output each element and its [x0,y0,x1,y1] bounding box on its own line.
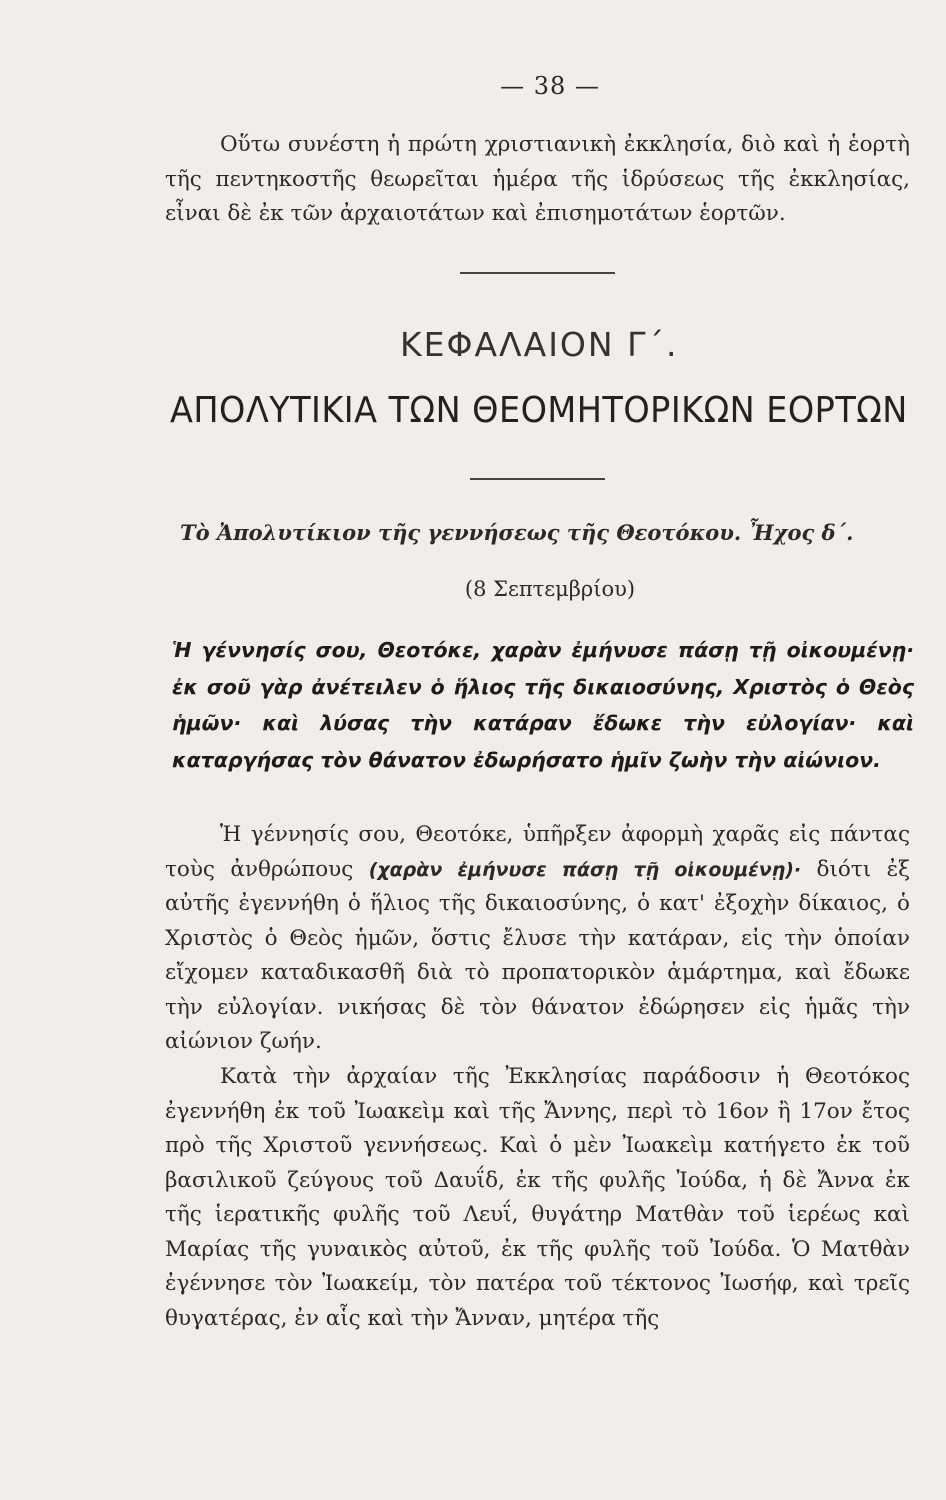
explanation-before: Ἡ γέννησίς σου, Θεοτόκε, ὑπῆρξεν ἀφορμὴ χαρᾶς εἰς πάντας τοὺς ἀνθρώπους [165,822,910,882]
hymn-date: (8 Σεπτεμβρίου) [464,577,636,601]
explanation-paragraph [165,818,910,1060]
divider-top [460,272,615,274]
divider-bottom [470,478,605,480]
explanation-quote: (χαρὰν ἐμήνυσε πάσῃ τῇ οἰκουμένῃ)· [368,858,802,881]
chapter-title: ΑΠΟΛΥΤΙΚΙΑ ΤΩΝ ΘΕΟΜΗΤΟΡΙΚΩΝ ΕΟΡΤΩΝ [170,390,908,431]
hymn-heading: Τὸ Ἀπολυτίκιον τῆς γεννήσεως τῆς Θεοτόκου. Ἦχος δ΄. [180,520,854,545]
hymn-text: Ἡ γέννησίς σου, Θεοτόκε, χαρὰν ἐμήνυσε πάσῃ τῇ οἰκουμένῃ· ἐκ σοῦ γὰρ ἀνέτειλεν ὁ ἥλιος τῆς δικαιοσύνης, Χριστὸς ὁ Θεὸς ἡμῶν· καὶ λύσας τὴν κατάραν ἔδωκε τὴν εὐλογίαν· καὶ καταργήσας τὸν θάνατον ἐδωρήσατο ἡμῖν ζωὴν τὴν αἰώνιον. [172,638,914,772]
page-number: — 38 — [500,72,600,100]
explanation-text [165,818,910,1060]
history-paragraph [165,1060,910,1336]
intro-paragraph-text: Οὕτω συνέστη ἡ πρώτη χριστιανικὴ ἐκκλησία, διὸ καὶ ἡ ἑορτὴ τῆς πεντηκοστῆς θεωρεῖται ἡμέρα τῆς ἱδρύσεως τῆς ἐκκλησίας, εἶναι δὲ ἐκ τῶν ἀρχαιοτάτων καὶ ἐπισημοτάτων ἑορτῶν. [165,132,910,226]
chapter-label: ΚΕΦΑΛΑΙΟΝ Γ΄. [400,325,679,364]
explanation-after: διότι ἐξ αὐτῆς ἐγεννήθη ὁ ἥλιος τῆς δικαιοσύνης, ὁ κατ' ἐξοχὴν δίκαιος, ὁ Χριστὸς ὁ Θεὸς ἡμῶν, ὅστις ἔλυσε τὴν κατάραν, εἰς τὴν ὁποίαν εἴχομεν καταδικασθῆ διὰ τὸ προπατορικὸν ἁμάρτημα, καὶ ἔδωκε τὴν εὐλογίαν. νικήσας δὲ τὸν θάνατον ἐδώρησεν εἰς ἡμᾶς τὴν αἰώνιον ζωήν. [165,856,910,1054]
history-paragraph-text: Κατὰ τὴν ἀρχαίαν τῆς Ἐκκλησίας παράδοσιν ἡ Θεοτόκος ἐγεννήθη ἐκ τοῦ Ἰωακεὶμ καὶ τῆς Ἄννης, περὶ τὸ 16ον ἢ 17ον ἔτος πρὸ τῆς Χριστοῦ γεννήσεως. Καὶ ὁ μὲν Ἰωακεὶμ κατήγετο ἐκ τοῦ βασιλικοῦ ζεύγους τοῦ Δαυΐδ, ἐκ τῆς φυλῆς Ἰούδα, ἡ δὲ Ἄννα ἐκ τῆς ἱερατικῆς φυλῆς τοῦ Λευΐ, θυγάτηρ Ματθὰν τοῦ ἱερέως καὶ Μαρίας τῆς γυναικὸς αὐτοῦ, ἐκ τῆς φυλῆς τοῦ Ἰούδα. Ὁ Ματθὰν ἐγέννησε τὸν Ἰωακείμ, τὸν πατέρα τοῦ τέκτονος Ἰωσήφ, καὶ τρεῖς θυγατέρας, ἐν αἷς καὶ τὴν Ἄνναν, μητέρα τῆς [165,1064,910,1331]
intro-paragraph [165,128,910,232]
